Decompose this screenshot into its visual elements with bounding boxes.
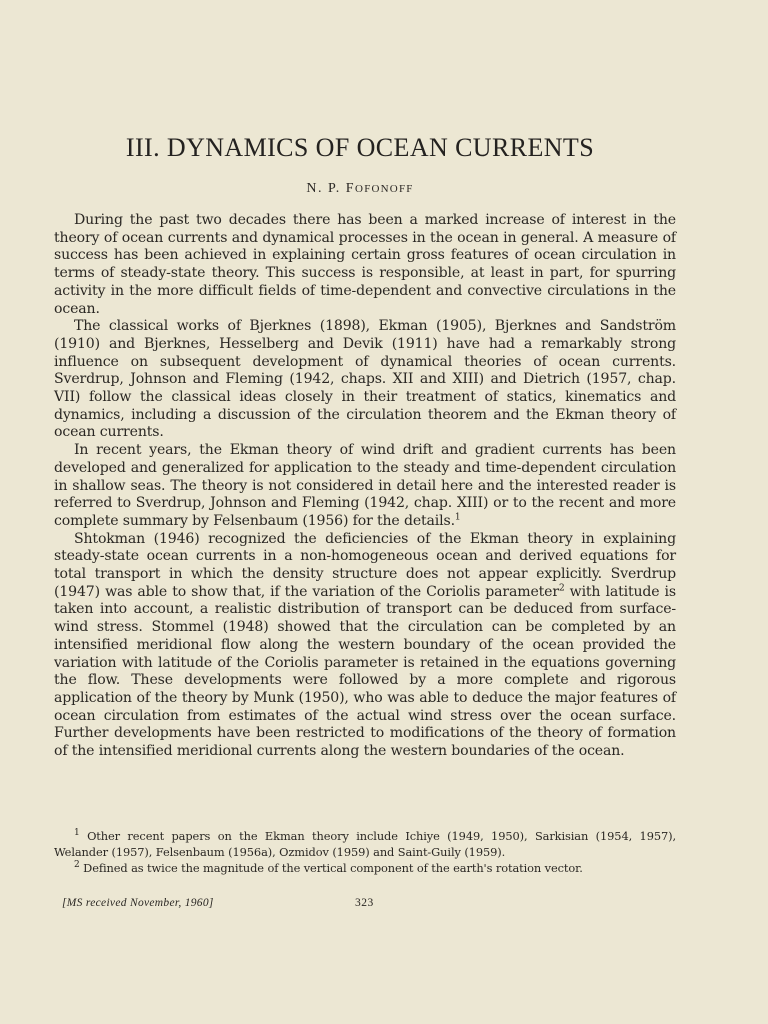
footnote-marker: 1 [454,512,461,523]
paragraph-text: During the past two decades there has been a marked increase of interest in the theory of ocean currents and dynamical processes in the ocean in general. A measure of success has been achieved in explaining certain gross features of ocean circulation in terms of steady-state theory. This success is responsible, at least in part, for spurring activity in the more difficult fields of time-dependent and convective circulations in the ocean. [54,212,676,317]
footnote-marker: 2 [558,583,565,594]
footnote [54,860,676,876]
author-line [0,181,720,197]
paragraph [54,318,676,442]
footnote-text: Defined as twice the magnitude of the vertical component of the earth's rotation vector. [79,861,583,875]
author-initials: N. P. F [306,181,356,196]
paragraph-text: In recent years, the Ekman theory of wind drift and gradient currents has been developed and generalized for application to the steady and time-dependent circulation in shallow seas. The theory is not considered in detail here and the interested reader is referred to Sverdrup, Johnson and Fleming (1942, chap. XIII) or to the recent and more complete summary by Felsenbaum (1956) for the details. [54,442,676,529]
paragraph [54,212,676,318]
footnote [54,828,676,860]
body-text [54,212,676,761]
paragraph-text: with latitude is taken into account, a realistic distribution of transport can be deduced from surface-wind stress. Stommel (1948) showed that the circulation can be completed by an intensified meridional flow along the western boundary of the ocean provided the variation with latitude of the Coriolis parameter is retained in the equations governing the flow. These developments were followed by a more complete and rigorous application of the theory by Munk (1950), who was able to deduce the major features of ocean circulation from estimates of the actual wind stress over the ocean surface. Further developments have been restricted to modifications of the theory of formation of the intensified meridional currents along the western boundaries of the ocean. [54,583,676,760]
page-number: 323 [355,897,374,909]
chapter-title: III. DYNAMICS OF OCEAN CURRENTS [125,133,595,162]
footnote-number: 2 [74,860,80,871]
paragraph [54,531,676,761]
footnotes [54,828,676,876]
footnote-number: 1 [74,828,80,839]
paragraph-text: The classical works of Bjerknes (1898), Ekman (1905), Bjerknes and Sandström (1910) and Bjerknes, Hesselberg and Devik (1911) have had a remarkably strong influence on subsequent development of dynamical theories of ocean currents. Sverdrup, Johnson and Fleming (1942, chaps. XII and XIII) and Dietrich (1957, chap. VII) follow the classical ideas closely in their treatment of statics, kinematics and dynamics, including a discussion of the circulation theorem and the Ekman theory of ocean currents. [54,318,676,441]
page-footer [0,897,768,913]
footnote-text: Other recent papers on the Ekman theory include Ichiye (1949, 1950), Sarkisian (1954, 1957), Welander (1957), Felsenbaum (1956a), Ozmidov (1959) and Saint-Guily (1959). [54,829,676,859]
paragraph-text: Shtokman (1946) recognized the deficiencies of the Ekman theory in explaining steady-state ocean currents in a non-homogeneous ocean and derived equations for total transport in which the density structure does not appear explicitly. Sverdrup (1947) was able to show that, if the variation of the Coriolis parameter [54,530,676,600]
author-surname-smallcaps: OFONOFF [355,183,414,195]
received-date-note: [MS received November, 1960] [62,897,214,909]
paragraph [54,442,676,531]
